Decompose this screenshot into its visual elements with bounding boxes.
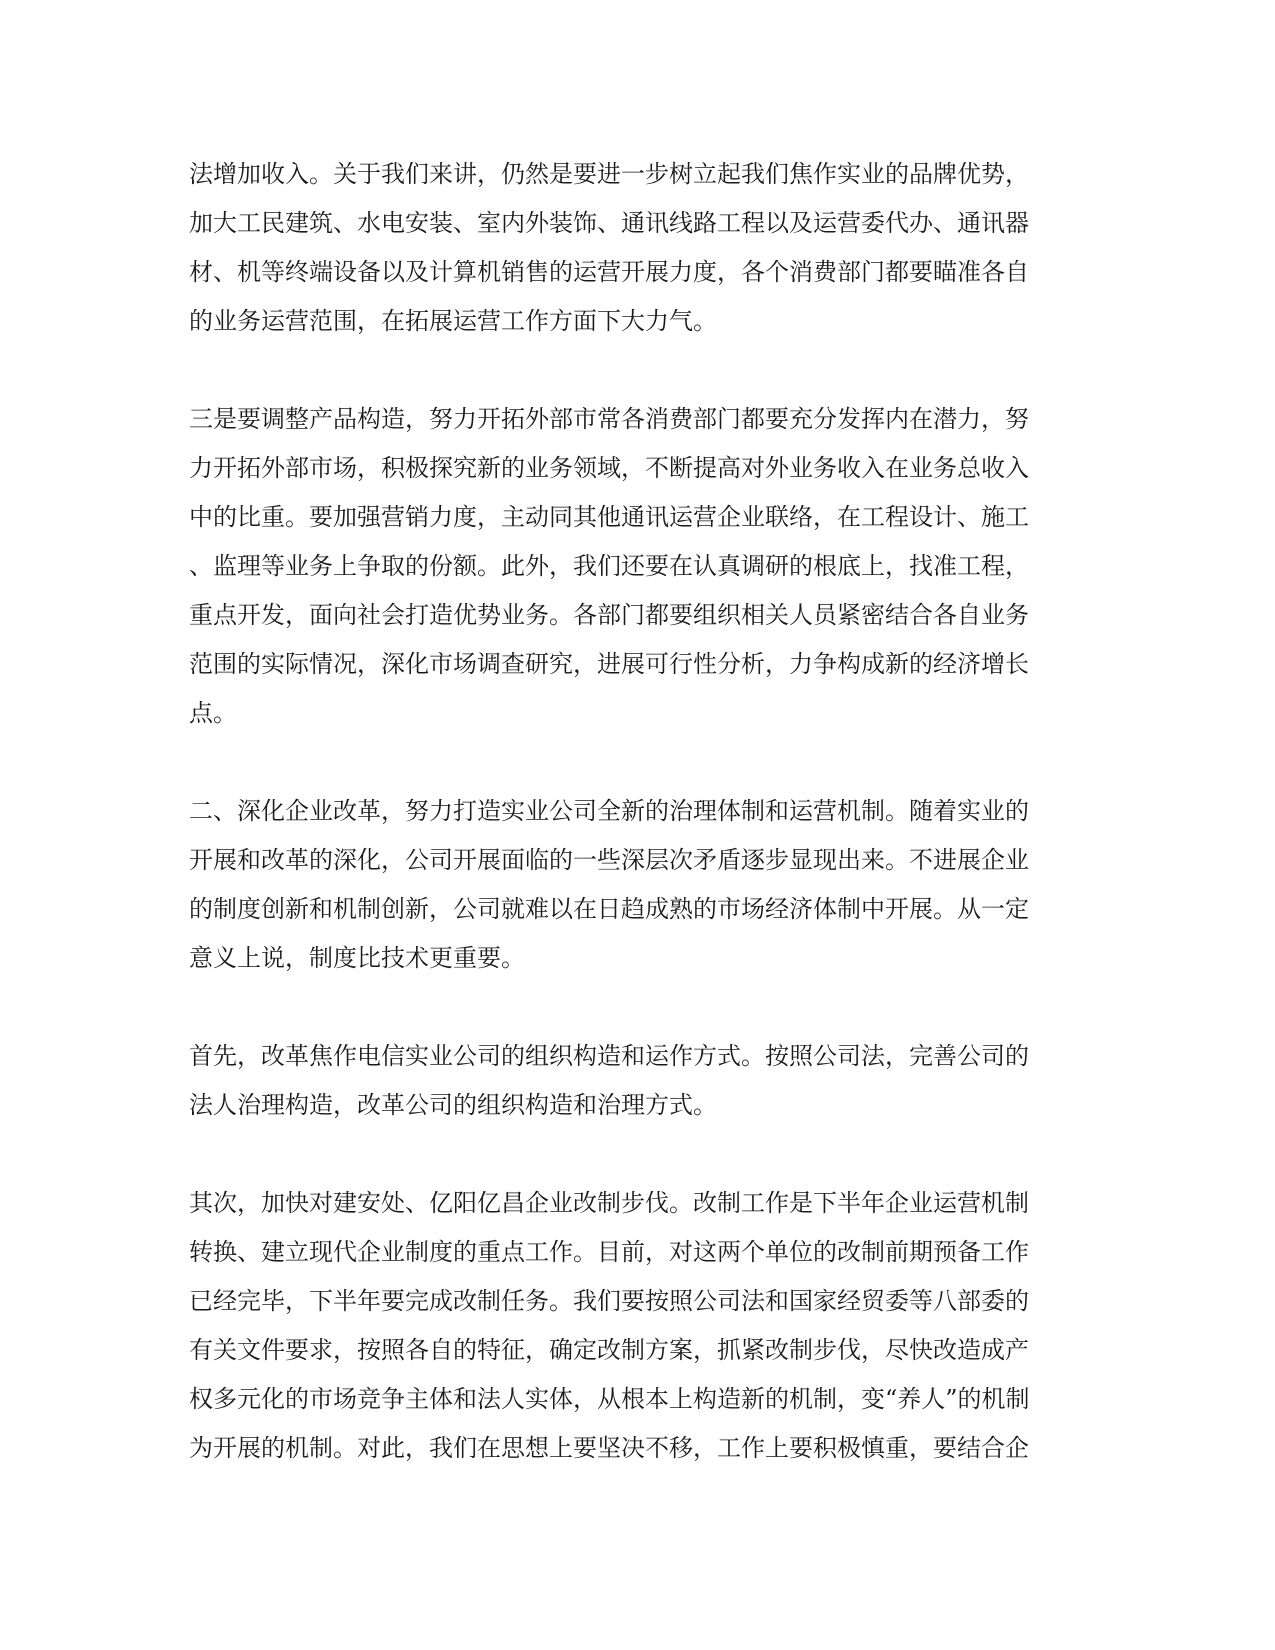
text-line: 为开展的机制。对此，我们在思想上要坚决不移，工作上要积极慎重，要结合企 [189, 1434, 1029, 1462]
text-line: 、监理等业务上争取的份额。此外，我们还要在认真调研的根底上，找准工程， [189, 552, 1029, 580]
text-line: 其次，加快对建安处、亿阳亿昌企业改制步伐。改制工作是下半年企业运营机制 [189, 1189, 1029, 1217]
text-line: 材、机等终端设备以及计算机销售的运营开展力度，各个消费部门都要瞄准各自 [189, 258, 1029, 286]
text-line: 点。 [189, 699, 237, 727]
paragraph-1 [189, 150, 1069, 346]
text-line: 开展和改革的深化，公司开展面临的一些深层次矛盾逐步显现出来。不进展企业 [189, 846, 1029, 874]
paragraph-4 [189, 1032, 1069, 1130]
document-body [189, 150, 1069, 1522]
text-line: 三是要调整产品构造，努力开拓外部市常各消费部门都要充分发挥内在潜力，努 [189, 405, 1029, 433]
text-line: 首先，改革焦作电信实业公司的组织构造和运作方式。按照公司法，完善公司的 [189, 1042, 1029, 1070]
paragraph-3 [189, 787, 1069, 983]
text-line: 已经完毕，下半年要完成改制任务。我们要按照公司法和国家经贸委等八部委的 [189, 1287, 1029, 1315]
text-line: 范围的实际情况，深化市场调查研究，进展可行性分析，力争构成新的经济增长 [189, 650, 1029, 678]
text-line: 法增加收入。关于我们来讲，仍然是要进一步树立起我们焦作实业的品牌优势， [189, 160, 1029, 188]
text-line: 有关文件要求，按照各自的特征，确定改制方案，抓紧改制步伐，尽快改造成产 [189, 1336, 1029, 1364]
text-line: 转换、建立现代企业制度的重点工作。目前，对这两个单位的改制前期预备工作 [189, 1238, 1029, 1266]
text-line: 重点开发，面向社会打造优势业务。各部门都要组织相关人员紧密结合各自业务 [189, 601, 1029, 629]
text-line: 中的比重。要加强营销力度，主动同其他通讯运营企业联络，在工程设计、施工 [189, 503, 1029, 531]
text-line: 意义上说，制度比技术更重要。 [189, 944, 525, 972]
text-line: 加大工民建筑、水电安装、室内外装饰、通讯线路工程以及运营委代办、通讯器 [189, 209, 1029, 237]
text-line: 的业务运营范围，在拓展运营工作方面下大力气。 [189, 307, 717, 335]
text-line: 法人治理构造，改革公司的组织构造和治理方式。 [189, 1091, 717, 1119]
text-line: 力开拓外部市场，积极探究新的业务领域，不断提高对外业务收入在业务总收入 [189, 454, 1029, 482]
text-line: 二、深化企业改革，努力打造实业公司全新的治理体制和运营机制。随着实业的 [189, 797, 1029, 825]
paragraph-2 [189, 395, 1069, 738]
paragraph-5 [189, 1179, 1069, 1473]
text-line: 权多元化的市场竞争主体和法人实体，从根本上构造新的机制，变“养人”的机制 [189, 1385, 1030, 1413]
text-line: 的制度创新和机制创新，公司就难以在日趋成熟的市场经济体制中开展。从一定 [189, 895, 1029, 923]
